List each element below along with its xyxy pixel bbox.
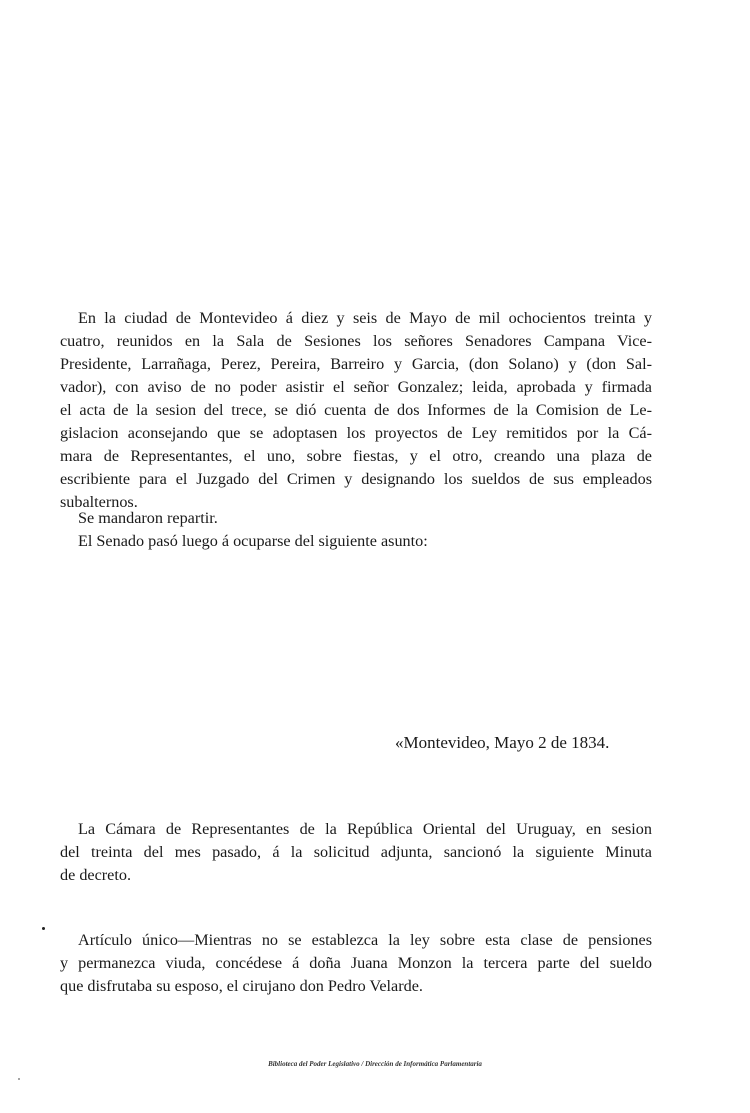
text-line: vador), con aviso de no poder asistir el señor Gonzalez; leida, aprobada y firmada [60, 378, 652, 396]
session-minutes-paragraph [60, 307, 652, 514]
text-line: Presidente, Larrañaga, Perez, Pereira, Barreiro y Garcia, (don Solano) y (don Sal- [60, 355, 652, 373]
chamber-resolution-paragraph [60, 818, 652, 887]
text-line: subalternos. [60, 493, 138, 511]
margin-mark [18, 1078, 20, 1080]
text-line: el acta de la sesion del trece, se dió cuenta de dos Informes de la Comision de Le- [60, 401, 652, 419]
decree-article-paragraph [60, 929, 652, 998]
text-line: Se mandaron repartir. [78, 509, 218, 527]
text-line: gislacion aconsejando que se adoptasen los proyectos de Ley remitidos por la Cá- [60, 424, 652, 442]
text-line: y permanezca viuda, concédese á doña Juana Monzon la tercera parte del sueldo [60, 954, 652, 972]
text-line: del treinta del mes pasado, á la solicitud adjunta, sancionó la siguiente Minuta [60, 843, 652, 861]
text-line: El Senado pasó luego á ocuparse del siguiente asunto: [78, 532, 428, 550]
text-line: escribiente para el Juzgado del Crimen y designando los sueldos de sus empleados [60, 470, 652, 488]
margin-mark [42, 927, 45, 930]
text-line: cuatro, reunidos en la Sala de Sesiones los señores Senadores Campana Vice- [60, 332, 652, 350]
text-line: La Cámara de Representantes de la República Oriental del Uruguay, en sesion [78, 820, 652, 838]
next-matter-paragraph [60, 530, 652, 553]
text-line: mara de Representantes, el uno, sobre fiestas, y el otro, creando una plaza de [60, 447, 652, 465]
library-footer: Biblioteca del Poder Legislativo / Dirección de Informática Parlamentaria [268, 1060, 482, 1068]
text-line: que disfrutaba su esposo, el cirujano don Pedro Velarde. [60, 977, 423, 995]
letter-dateline: «Montevideo, Mayo 2 de 1834. [395, 733, 610, 752]
text-line: En la ciudad de Montevideo á diez y seis de Mayo de mil ochocientos treinta y [78, 309, 652, 327]
text-line: Artículo único—Mientras no se establezca la ley sobre esta clase de pensiones [78, 931, 652, 949]
text-line: de decreto. [60, 866, 132, 884]
distribution-note [60, 507, 652, 530]
